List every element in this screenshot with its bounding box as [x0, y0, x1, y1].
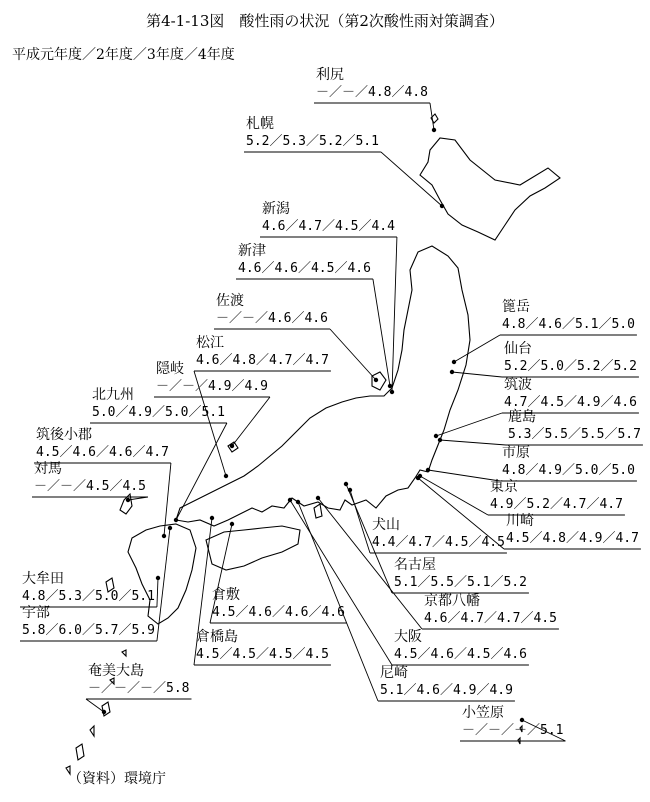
site-name: 利尻: [316, 67, 344, 83]
site-name: 筑後小郡: [36, 427, 92, 443]
site-inuyama: [372, 516, 505, 552]
site-name: 仙台: [504, 341, 532, 357]
leader-sapporo: [381, 152, 442, 206]
station-dot-niigata: [390, 390, 394, 394]
leader-kitakyushu: [176, 423, 227, 520]
station-dot-tappidake: [452, 360, 456, 364]
station-dot-omuta: [156, 576, 160, 580]
site-name: 大牟田: [22, 571, 64, 587]
station-dot-matsue: [224, 474, 228, 478]
site-name: 犬山: [372, 517, 400, 533]
site-tappidake: [502, 298, 635, 334]
leader-amami: [86, 699, 104, 712]
site-ichihara: [502, 444, 635, 480]
station-dot-kyoto: [316, 496, 320, 500]
site-name: 奄美大島: [88, 663, 144, 679]
site-niitsu: [238, 242, 371, 278]
site-values: －／－／4.5／4.5: [34, 479, 146, 494]
leader-ube: [157, 528, 170, 641]
site-name: 東京: [490, 479, 518, 495]
site-values: 4.4／4.7／4.5／4.5: [372, 535, 505, 550]
station-dot-kitakyushu: [174, 518, 178, 522]
site-values: 5.3／5.5／5.5／5.7: [508, 427, 641, 442]
leader-kashima: [440, 440, 506, 445]
site-name: 札幌: [246, 116, 274, 132]
site-values: －／－／4.8／4.8: [316, 85, 428, 100]
site-tokyo: [490, 478, 623, 514]
leader-tokyo: [420, 476, 488, 515]
site-values: －／－／－／5.1: [462, 723, 564, 738]
station-dot-nagoya: [344, 482, 348, 486]
site-name: 小笠原: [462, 705, 504, 721]
site-ube: [22, 604, 155, 640]
station-dot-kurashiki: [230, 522, 234, 526]
leader-omuta: [157, 578, 158, 607]
site-name: 川崎: [506, 513, 534, 529]
site-amami-oshima: [88, 662, 189, 698]
station-dot-kashima: [438, 438, 442, 442]
site-sado: [216, 292, 328, 328]
leader-rishiri: [430, 103, 434, 130]
site-name: 新津: [238, 243, 266, 259]
site-values: 5.2／5.3／5.2／5.1: [246, 134, 379, 149]
site-values: －／－／－／5.8: [88, 681, 190, 696]
site-tsukuba: [504, 376, 637, 412]
station-dot-amagasaki: [296, 500, 300, 504]
site-name: 佐渡: [216, 293, 244, 309]
site-name: 京都八幡: [424, 593, 480, 609]
legend-years: 平成元年度／2年度／3年度／4年度: [12, 47, 235, 63]
source-note: （資料）環境庁: [68, 771, 166, 787]
station-dot-ube: [168, 526, 172, 530]
site-values: 4.6／4.8／4.7／4.7: [196, 353, 329, 368]
awaji-island: [314, 504, 322, 518]
site-values: 4.8／5.3／5.0／5.1: [22, 589, 155, 604]
site-values: 4.6／4.6／4.5／4.6: [238, 261, 371, 276]
site-values: 4.9／5.2／4.7／4.7: [490, 497, 623, 512]
station-dot-rishiri: [432, 128, 436, 132]
site-amagasaki: [380, 664, 513, 700]
site-name: 北九州: [92, 387, 134, 403]
leader-inuyama: [350, 490, 370, 553]
site-name: 倉敷: [212, 587, 240, 603]
site-name: 宇部: [22, 605, 50, 621]
leader-oki: [232, 397, 270, 446]
station-dot-ichihara: [426, 468, 430, 472]
site-values: 4.8／4.9／5.0／5.0: [502, 463, 635, 478]
site-name: 筑波: [504, 377, 532, 393]
station-dot-tsushima: [126, 498, 130, 502]
station-dot-sapporo: [440, 204, 444, 208]
figure-title: 第4-1-13図 酸性雨の状況（第2次酸性雨対策調査）: [146, 12, 504, 30]
site-name: 倉橋島: [196, 629, 238, 645]
station-dot-tokyo: [418, 474, 422, 478]
site-values: －／－／4.6／4.6: [216, 311, 328, 326]
site-kawasaki: [506, 512, 639, 548]
leader-niigata: [392, 237, 397, 392]
site-values: 5.8／6.0／5.7／5.9: [22, 623, 155, 638]
site-name: 大阪: [394, 629, 422, 645]
site-values: －／－／4.9／4.9: [156, 379, 268, 394]
site-tsushima: [34, 460, 146, 496]
site-values: 4.5／4.8／4.9／4.7: [506, 531, 639, 546]
site-values: 4.5／4.6／4.6／4.6: [212, 605, 345, 620]
site-values: 5.0／4.9／5.0／5.1: [92, 405, 225, 420]
site-osaka: [394, 628, 527, 664]
site-nagoya: [394, 556, 527, 592]
station-dot-tsukuba: [434, 434, 438, 438]
site-name: 隠岐: [156, 361, 184, 377]
site-name: 尼崎: [380, 665, 408, 681]
site-ogasawara: [462, 704, 563, 740]
site-niigata: [262, 200, 395, 236]
station-dot-chikugo: [162, 534, 166, 538]
site-values: 4.5／4.6／4.6／4.7: [36, 445, 169, 460]
site-kyoto-yawata: [424, 592, 557, 628]
station-dot-sendai: [450, 370, 454, 374]
site-values: 4.7／4.5／4.9／4.6: [504, 395, 637, 410]
station-dot-kurahashi: [210, 516, 214, 520]
leader-niitsu: [373, 279, 390, 386]
site-kashima: [508, 408, 641, 444]
site-values: 4.5／4.6／4.5／4.6: [394, 647, 527, 662]
site-kurahashi-jima: [196, 628, 329, 664]
site-values: 5.1／5.5／5.1／5.2: [394, 575, 527, 590]
station-dot-inuyama: [348, 488, 352, 492]
station-dot-osaka: [288, 498, 292, 502]
site-sendai: [504, 340, 637, 376]
site-name: 篦岳: [502, 299, 530, 315]
station-dot-sado: [374, 378, 378, 382]
site-name: 市原: [502, 445, 530, 461]
site-values: 4.5／4.5／4.5／4.5: [196, 647, 329, 662]
site-values: 4.6／4.7／4.5／4.4: [262, 219, 395, 234]
site-name: 新潟: [262, 201, 290, 217]
site-name: 名古屋: [394, 557, 436, 573]
site-kurashiki: [212, 586, 345, 622]
leader-sado: [330, 329, 376, 380]
station-dot-oki: [230, 444, 234, 448]
site-values: 4.8／4.6／5.1／5.0: [502, 317, 635, 332]
site-rishiri: [316, 66, 428, 102]
hokkaido-outline: [420, 138, 560, 240]
site-name: 鹿島: [508, 409, 536, 425]
station-dot-niitsu: [388, 384, 392, 388]
site-name: 松江: [196, 335, 224, 351]
site-omuta: [22, 570, 155, 606]
site-values: 4.6／4.7／4.7／4.5: [424, 611, 557, 626]
shikoku-outline: [206, 526, 300, 570]
site-sapporo: [246, 115, 379, 151]
site-chikugo-ogori: [36, 426, 169, 462]
station-dot-amami: [102, 710, 106, 714]
site-kitakyushu: [92, 386, 225, 422]
leader-tappidake: [454, 335, 500, 362]
leader-sendai: [452, 372, 502, 377]
site-name: 対馬: [34, 461, 62, 477]
site-values: 5.2／5.0／5.2／5.2: [504, 359, 637, 374]
site-values: 5.1／4.6／4.9／4.9: [380, 683, 513, 698]
